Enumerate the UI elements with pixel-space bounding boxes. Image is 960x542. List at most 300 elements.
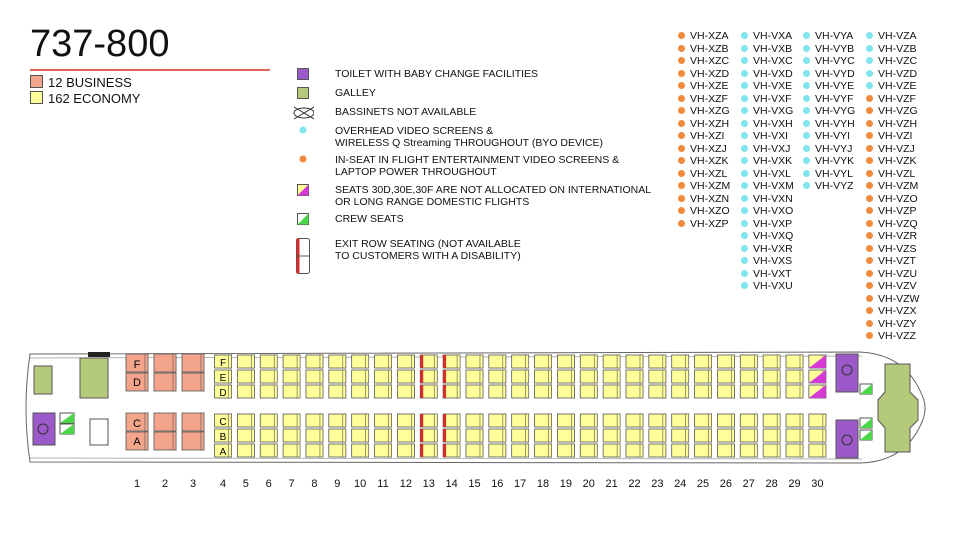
registration-item bbox=[741, 193, 794, 206]
seat-economy bbox=[237, 444, 254, 457]
seat-economy bbox=[649, 429, 666, 442]
overhead-screen-dot-icon bbox=[741, 182, 748, 189]
overhead-screen-dot-icon bbox=[803, 120, 810, 127]
seat-economy bbox=[580, 429, 597, 442]
seat-economy bbox=[306, 385, 323, 398]
seat-economy bbox=[740, 414, 757, 427]
seat-economy bbox=[443, 370, 460, 383]
inseat-entertainment-dot-icon bbox=[866, 282, 873, 289]
inseat-entertainment-dot-icon bbox=[866, 107, 873, 114]
registration-label: VH-VXJ bbox=[753, 142, 791, 155]
seat-economy bbox=[237, 414, 254, 427]
seat-economy bbox=[260, 355, 277, 368]
inseat-entertainment-dot-icon bbox=[866, 195, 873, 202]
registration-label: VH-VZQ bbox=[878, 217, 918, 230]
seat-economy bbox=[397, 429, 414, 442]
registration-item bbox=[741, 130, 794, 143]
exit-row-icon bbox=[443, 355, 446, 368]
seat-back bbox=[686, 370, 689, 383]
seat-back bbox=[663, 355, 666, 368]
registration-item bbox=[866, 318, 919, 331]
seat-economy bbox=[397, 444, 414, 457]
registration-label: VH-XZH bbox=[690, 117, 730, 130]
seat-economy bbox=[786, 414, 803, 427]
seat-back bbox=[503, 414, 506, 427]
seat-economy bbox=[672, 355, 689, 368]
seat-back bbox=[343, 444, 346, 457]
registration-item bbox=[678, 168, 730, 181]
registration-item bbox=[741, 105, 794, 118]
seat-back bbox=[434, 429, 437, 442]
seat-back bbox=[754, 414, 757, 427]
seat-back bbox=[640, 355, 643, 368]
overhead-screen-dot-icon bbox=[866, 70, 873, 77]
seat-back bbox=[754, 355, 757, 368]
inseat-entertainment-dot-icon bbox=[678, 182, 685, 189]
seat-economy bbox=[306, 429, 323, 442]
seat-back bbox=[251, 370, 254, 383]
seat-back bbox=[389, 444, 392, 457]
inseat-entertainment-dot-icon bbox=[678, 45, 685, 52]
seat-economy bbox=[763, 414, 780, 427]
inseat-entertainment-dot-icon bbox=[866, 207, 873, 214]
seat-economy bbox=[535, 414, 552, 427]
seat-economy bbox=[672, 429, 689, 442]
registration-label: VH-VZR bbox=[878, 230, 918, 242]
inseat-entertainment-dot-icon bbox=[866, 132, 873, 139]
seat-economy bbox=[717, 370, 734, 383]
registration-item bbox=[741, 93, 794, 106]
seat-back bbox=[617, 355, 620, 368]
seat-back bbox=[571, 370, 574, 383]
inseat-entertainment-dot-icon bbox=[866, 232, 873, 239]
seat-back bbox=[251, 429, 254, 442]
seat-cushion bbox=[182, 432, 204, 450]
seat-economy bbox=[717, 444, 734, 457]
seat-back bbox=[503, 429, 506, 442]
row-number: 8 bbox=[311, 478, 318, 490]
registration-item bbox=[803, 143, 855, 156]
seat-economy bbox=[535, 429, 552, 442]
seat-back bbox=[594, 385, 597, 398]
seat-back bbox=[229, 385, 232, 398]
seat-back bbox=[411, 385, 414, 398]
row-number: 9 bbox=[334, 478, 341, 490]
seat-economy bbox=[283, 444, 300, 457]
overhead-screen-dot-icon bbox=[741, 145, 748, 152]
seat-back bbox=[549, 385, 552, 398]
seat-back bbox=[777, 444, 780, 457]
exit-row-icon bbox=[420, 444, 423, 457]
seat-economy bbox=[603, 429, 620, 442]
overhead-screen-dot-icon bbox=[741, 157, 748, 164]
seat-back bbox=[229, 370, 232, 383]
inseat-entertainment-dot-icon bbox=[678, 132, 685, 139]
seat-back bbox=[297, 444, 300, 457]
seat-economy bbox=[626, 444, 643, 457]
seat-back bbox=[823, 414, 826, 427]
seat-economy bbox=[306, 370, 323, 383]
seat-economy bbox=[260, 370, 277, 383]
registration-label: VH-VZG bbox=[878, 105, 918, 117]
registration-label: VH-VXE bbox=[753, 80, 793, 92]
seat-back bbox=[389, 355, 392, 368]
inseat-entertainment-dot-icon bbox=[678, 32, 685, 39]
row-number: 27 bbox=[742, 478, 755, 490]
registration-item bbox=[678, 118, 730, 131]
overhead-screen-dot-icon bbox=[803, 45, 810, 52]
seat-back bbox=[343, 370, 346, 383]
seat-cushion bbox=[154, 373, 176, 391]
registration-label: VH-XZK bbox=[690, 155, 729, 167]
seat-back bbox=[411, 370, 414, 383]
seat-back bbox=[503, 385, 506, 398]
seat-letter: D bbox=[219, 388, 227, 399]
seat-back bbox=[389, 414, 392, 427]
seat-back bbox=[526, 370, 529, 383]
registration-label: VH-XZI bbox=[690, 130, 725, 142]
seat-back bbox=[594, 429, 597, 442]
registration-label: VH-VYK bbox=[815, 155, 855, 167]
registration-label: VH-XZO bbox=[690, 205, 730, 217]
seat-back bbox=[229, 355, 232, 368]
seat-economy bbox=[489, 385, 506, 398]
seat-economy bbox=[512, 355, 529, 368]
seat-economy bbox=[809, 429, 826, 442]
seat-economy bbox=[352, 429, 369, 442]
registration-item bbox=[741, 80, 794, 93]
overhead-screen-dot-icon bbox=[803, 57, 810, 64]
registration-label: VH-XZL bbox=[690, 167, 728, 180]
overhead-screen-dot-icon bbox=[741, 132, 748, 139]
registration-item bbox=[741, 205, 794, 218]
registration-label: VH-VYB bbox=[815, 42, 855, 55]
seat-economy bbox=[375, 414, 392, 427]
seat-business bbox=[182, 354, 204, 372]
overhead-screen-dot-icon bbox=[803, 107, 810, 114]
seat-back bbox=[754, 444, 757, 457]
seat-back bbox=[731, 414, 734, 427]
seat-back bbox=[201, 354, 204, 372]
seat-economy bbox=[557, 414, 574, 427]
seat-back bbox=[274, 414, 277, 427]
seat-economy bbox=[649, 444, 666, 457]
registration-item bbox=[803, 30, 855, 43]
seat-economy bbox=[580, 355, 597, 368]
legend-item-label: CREW SEATS bbox=[335, 213, 404, 225]
seat-back bbox=[480, 355, 483, 368]
seat-economy bbox=[717, 429, 734, 442]
seat-economy bbox=[626, 414, 643, 427]
registration-label: VH-VZW bbox=[878, 292, 920, 305]
inseat-entertainment-dot-icon bbox=[866, 182, 873, 189]
registration-item bbox=[741, 118, 794, 131]
inseat-entertainment-dot-icon bbox=[678, 170, 685, 177]
seat-back bbox=[320, 385, 323, 398]
overhead-screen-dot-icon bbox=[803, 170, 810, 177]
exit-row-icon bbox=[443, 385, 446, 398]
seat-back bbox=[297, 370, 300, 383]
overhead-screen-dot-icon bbox=[741, 232, 748, 239]
seat-back bbox=[571, 385, 574, 398]
seat-back bbox=[366, 414, 369, 427]
overhead-screen-dot-icon bbox=[741, 270, 748, 277]
registration-item bbox=[678, 93, 730, 106]
seat-economy bbox=[420, 444, 437, 457]
registration-item bbox=[741, 155, 794, 168]
seat-economy bbox=[237, 385, 254, 398]
seat-economy bbox=[443, 429, 460, 442]
seat-back bbox=[480, 370, 483, 383]
row-number: 14 bbox=[445, 478, 458, 490]
inseat-entertainment-dot-icon bbox=[292, 154, 314, 164]
doorway bbox=[90, 419, 108, 445]
seat-economy bbox=[489, 444, 506, 457]
seat-back bbox=[145, 413, 148, 431]
registration-label: VH-VYE bbox=[815, 80, 855, 92]
registration-item bbox=[866, 293, 919, 306]
seat-economy bbox=[489, 429, 506, 442]
registration-item bbox=[866, 180, 919, 193]
seat-back bbox=[201, 432, 204, 450]
registration-label: VH-VXK bbox=[753, 155, 793, 167]
registration-item bbox=[866, 230, 919, 243]
seat-back bbox=[145, 354, 148, 372]
inseat-entertainment-dot-icon bbox=[678, 145, 685, 152]
inseat-entertainment-dot-icon bbox=[678, 120, 685, 127]
registration-item bbox=[741, 268, 794, 281]
seat-back bbox=[457, 370, 460, 383]
seat-back bbox=[411, 429, 414, 442]
seat-economy bbox=[329, 444, 346, 457]
seat-back bbox=[389, 370, 392, 383]
seat-economy bbox=[626, 385, 643, 398]
seat-back bbox=[526, 385, 529, 398]
seat-economy bbox=[695, 370, 712, 383]
registration-label: VH-VYL bbox=[815, 167, 853, 180]
seat-back bbox=[800, 429, 803, 442]
inseat-entertainment-dot-icon bbox=[678, 220, 685, 227]
seat-economy bbox=[283, 429, 300, 442]
bassinet-unavailable-icon bbox=[292, 106, 314, 120]
seat-back bbox=[731, 385, 734, 398]
registration-item bbox=[866, 68, 919, 81]
registration-label: VH-VYZ bbox=[815, 180, 854, 192]
registration-label: VH-VXG bbox=[753, 105, 794, 117]
toilet-icon bbox=[836, 420, 858, 458]
inseat-entertainment-dot-icon bbox=[678, 195, 685, 202]
seat-back bbox=[800, 414, 803, 427]
registration-item bbox=[678, 80, 730, 93]
row-number: 3 bbox=[189, 478, 197, 490]
galley-icon bbox=[292, 87, 314, 99]
seat-letter: C bbox=[133, 418, 141, 430]
exit-row-icon bbox=[443, 429, 446, 442]
seat-back bbox=[389, 429, 392, 442]
inseat-entertainment-dot-icon bbox=[866, 270, 873, 277]
seat-cushion bbox=[154, 413, 176, 431]
inseat-entertainment-dot-icon bbox=[866, 170, 873, 177]
seat-back bbox=[411, 355, 414, 368]
seat-back bbox=[366, 429, 369, 442]
row-number: 15 bbox=[468, 478, 481, 490]
registration-item bbox=[678, 205, 730, 218]
seat-back bbox=[320, 414, 323, 427]
seat-economy bbox=[329, 429, 346, 442]
seat-back bbox=[663, 444, 666, 457]
registration-label: VH-XZP bbox=[690, 217, 729, 230]
registration-item bbox=[678, 193, 730, 206]
registration-label: VH-VZD bbox=[878, 67, 918, 80]
seat-economy bbox=[580, 385, 597, 398]
registration-item bbox=[803, 105, 855, 118]
seat-back bbox=[480, 444, 483, 457]
seat-back bbox=[754, 429, 757, 442]
registration-item bbox=[678, 43, 730, 56]
seat-economy bbox=[375, 444, 392, 457]
seat-back bbox=[526, 429, 529, 442]
seat-back bbox=[777, 429, 780, 442]
seat-economy bbox=[535, 355, 552, 368]
seat-economy bbox=[329, 355, 346, 368]
registration-column bbox=[866, 30, 919, 343]
seat-back bbox=[274, 370, 277, 383]
seat-back bbox=[457, 385, 460, 398]
registration-label: VH-VZC bbox=[878, 55, 918, 67]
seat-economy bbox=[717, 385, 734, 398]
seat-back bbox=[800, 444, 803, 457]
registration-item bbox=[741, 280, 794, 293]
seat-back bbox=[145, 373, 148, 391]
seat-economy bbox=[329, 414, 346, 427]
seat-economy bbox=[557, 444, 574, 457]
seat-back bbox=[274, 429, 277, 442]
seat-back bbox=[366, 385, 369, 398]
seat-back bbox=[320, 444, 323, 457]
seat-economy bbox=[580, 444, 597, 457]
seat-economy bbox=[695, 429, 712, 442]
seat-cushion bbox=[182, 413, 204, 431]
seat-back bbox=[640, 385, 643, 398]
seat-back bbox=[640, 370, 643, 383]
business-class-legend bbox=[30, 75, 132, 90]
row-number: 22 bbox=[628, 478, 641, 490]
seat-economy bbox=[809, 355, 826, 368]
seat-back bbox=[777, 370, 780, 383]
seat-economy bbox=[672, 414, 689, 427]
seat-back bbox=[201, 373, 204, 391]
row-number: 20 bbox=[582, 478, 595, 490]
seat-back bbox=[549, 429, 552, 442]
row-number: 1 bbox=[133, 478, 141, 490]
row-number: 26 bbox=[719, 478, 733, 490]
overhead-screen-dot-icon bbox=[803, 157, 810, 164]
seat-economy bbox=[786, 370, 803, 383]
exit-row-icon bbox=[420, 429, 423, 442]
seat-economy bbox=[512, 385, 529, 398]
overhead-screen-dot-icon bbox=[741, 32, 748, 39]
seat-economy bbox=[443, 385, 460, 398]
seat-back bbox=[617, 444, 620, 457]
registration-item bbox=[803, 43, 855, 56]
registration-label: VH-VYI bbox=[815, 130, 851, 142]
seat-economy bbox=[695, 355, 712, 368]
legend-item-label: GALLEY bbox=[335, 87, 376, 99]
seat-economy bbox=[420, 355, 437, 368]
row-number: 25 bbox=[696, 478, 710, 490]
seat-back bbox=[663, 429, 666, 442]
registration-item bbox=[741, 168, 794, 181]
inseat-entertainment-dot-icon bbox=[866, 245, 873, 252]
overhead-screen-dot-icon bbox=[741, 245, 748, 252]
seat-back bbox=[526, 444, 529, 457]
seat-economy bbox=[603, 414, 620, 427]
registration-item bbox=[866, 168, 919, 181]
registration-item bbox=[866, 30, 919, 43]
registration-label: VH-VXO bbox=[753, 205, 794, 217]
overhead-screen-dot-icon bbox=[866, 45, 873, 52]
seat-economy bbox=[672, 370, 689, 383]
registration-column bbox=[741, 30, 794, 293]
registration-item bbox=[678, 105, 730, 118]
seat-back bbox=[663, 414, 666, 427]
seat-economy bbox=[306, 355, 323, 368]
seat-back bbox=[480, 385, 483, 398]
seat-back bbox=[800, 370, 803, 383]
registration-label: VH-VXC bbox=[753, 55, 793, 67]
registration-label: VH-VZL bbox=[878, 167, 916, 180]
inseat-entertainment-dot-icon bbox=[866, 295, 873, 302]
seat-economy bbox=[420, 429, 437, 442]
seat-economy bbox=[466, 444, 483, 457]
seat-back bbox=[777, 414, 780, 427]
seat-back bbox=[229, 444, 232, 457]
seat-back bbox=[571, 429, 574, 442]
seat-economy bbox=[375, 370, 392, 383]
seat-back bbox=[571, 414, 574, 427]
row-number: 24 bbox=[674, 478, 687, 490]
seat-back bbox=[457, 355, 460, 368]
registration-item bbox=[866, 105, 919, 118]
legend-item-label: IN-SEAT IN FLIGHT ENTERTAINMENT VIDEO SCREENS & LAPTOP POWER THROUGHOUT bbox=[335, 154, 620, 178]
seat-back bbox=[549, 370, 552, 383]
registration-item bbox=[803, 80, 855, 93]
seat-back bbox=[594, 414, 597, 427]
seat-economy bbox=[809, 414, 826, 427]
registration-item bbox=[866, 205, 919, 218]
seat-economy bbox=[649, 355, 666, 368]
legend-item-label: SEATS 30D,30E,30F ARE NOT ALLOCATED ON INTERNATIONAL OR LONG RANGE DOMESTIC FLIGHTS bbox=[335, 184, 652, 208]
registration-item bbox=[678, 130, 730, 143]
seat-back bbox=[411, 414, 414, 427]
seat-economy bbox=[557, 370, 574, 383]
overhead-screen-dot-icon bbox=[803, 132, 810, 139]
seat-economy bbox=[329, 385, 346, 398]
registration-item bbox=[741, 143, 794, 156]
seat-back bbox=[145, 432, 148, 450]
seat-back bbox=[320, 429, 323, 442]
seat-economy bbox=[260, 429, 277, 442]
registration-label: VH-VXP bbox=[753, 217, 793, 230]
seat-economy bbox=[695, 414, 712, 427]
seat-economy bbox=[283, 370, 300, 383]
seat-economy bbox=[260, 444, 277, 457]
row-number: 23 bbox=[651, 478, 664, 490]
seat-economy bbox=[512, 429, 529, 442]
row-number: 19 bbox=[559, 478, 573, 490]
seat-economy bbox=[763, 444, 780, 457]
registration-item bbox=[678, 218, 730, 231]
